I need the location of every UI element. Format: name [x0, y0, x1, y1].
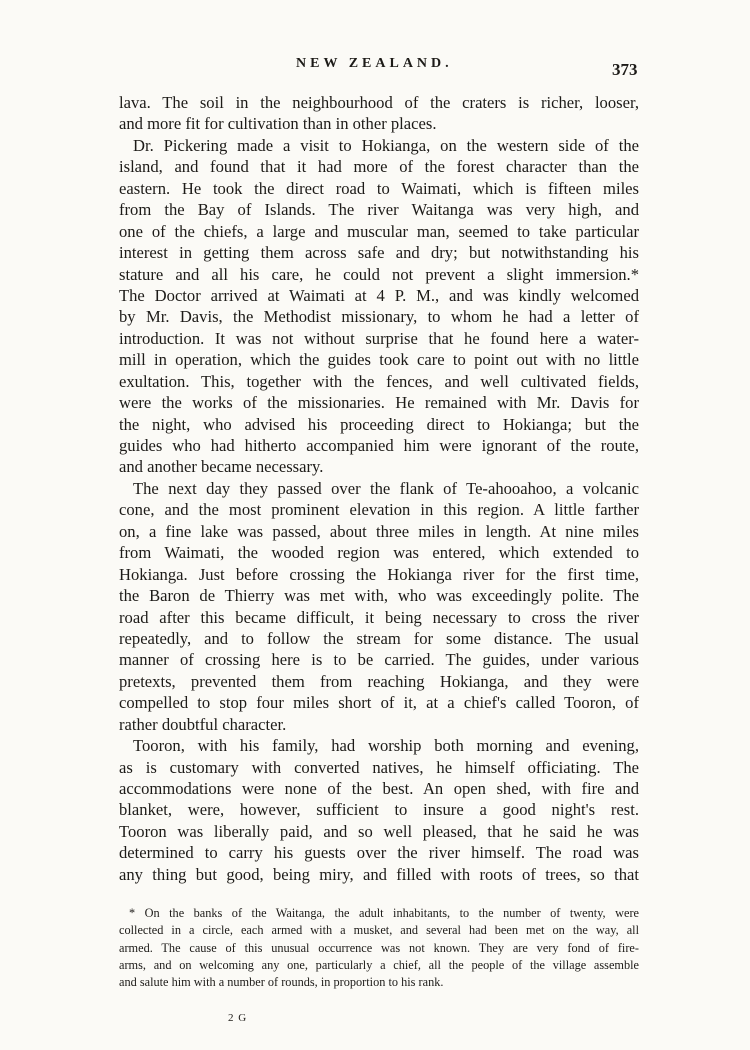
text-line: exultation. This, together with the fences, and well cultivated fields,: [119, 371, 639, 391]
text-line: The next day they passed over the flank of Te-ahooahoo, a volcanic: [133, 478, 639, 498]
text-line: interest in getting them across safe and dry; but notwithstanding his: [119, 243, 639, 263]
text-line: eastern. He took the direct road to Waimati, which is fifteen miles: [119, 178, 639, 198]
footnote-line: arms, and on welcoming any one, particularly a chief, all the people of the village assemble: [119, 957, 639, 972]
footnote: [119, 905, 639, 991]
text-line: introduction. It was not without surprise that he found here a water-: [119, 328, 639, 348]
text-line: repeatedly, and to follow the stream for some distance. The usual: [119, 628, 639, 648]
text-line: pretexts, prevented them from reaching Hokianga, and they were: [119, 671, 639, 691]
text-line: cone, and the most prominent elevation in this region. A little farther: [119, 500, 639, 520]
text-line: as is customary with converted natives, he himself officiating. The: [119, 757, 639, 777]
running-title: NEW ZEALAND.: [296, 56, 453, 71]
running-head: [0, 56, 750, 78]
page-number: 373: [612, 60, 638, 79]
signature-mark: 2 G: [228, 1012, 248, 1024]
text-line: lava. The soil in the neighbourhood of the craters is richer, looser,: [119, 93, 639, 112]
text-line: blanket, were, however, sufficient to insure a good night's rest.: [119, 800, 639, 820]
text-line: by Mr. Davis, the Methodist missionary, to whom he had a letter of: [119, 307, 639, 327]
text-line: one of the chiefs, a large and muscular man, seemed to take particular: [119, 221, 639, 241]
text-line: from the Bay of Islands. The river Waitanga was very high, and: [119, 200, 639, 220]
text-line: road after this became difficult, it being necessary to cross the river: [119, 607, 639, 627]
text-line: compelled to stop four miles short of it, at a chief's called Tooron, of: [119, 693, 639, 713]
footnote-line: and salute him with a number of rounds, in proportion to his rank.: [119, 975, 444, 990]
body-text: [119, 92, 639, 885]
text-line: stature and all his care, he could not prevent a slight immersion.*: [119, 264, 639, 284]
text-line: rather doubtful character.: [119, 714, 287, 734]
text-line: mill in operation, which the guides took care to point out with no little: [119, 350, 639, 370]
footnote-line: armed. The cause of this unusual occurrence was not known. They are very fond of fire-: [119, 940, 639, 955]
text-line: manner of crossing here is to be carried. The guides, under various: [119, 650, 639, 670]
text-line: any thing but good, being miry, and filled with roots of trees, so that: [119, 864, 639, 884]
text-line: and another became necessary.: [119, 457, 324, 477]
text-line: the night, who advised his proceeding direct to Hokianga; but the: [119, 414, 639, 434]
text-line: determined to carry his guests over the river himself. The road was: [119, 843, 639, 863]
text-line: accommodations were none of the best. An open shed, with fire and: [119, 779, 639, 798]
text-line: Tooron, with his family, had worship both morning and evening,: [133, 736, 639, 756]
text-line: and more fit for cultivation than in other places.: [119, 114, 437, 134]
text-line: guides who had hitherto accompanied him were ignorant of the route,: [119, 436, 639, 455]
text-line: on, a fine lake was passed, about three miles in length. At nine miles: [119, 521, 639, 541]
footnote-line: collected in a circle, each armed with a musket, and several had been met on the way, all: [119, 923, 639, 938]
footnote-line: * On the banks of the Waitanga, the adult inhabitants, to the number of twenty, were: [129, 906, 639, 920]
text-line: from Waimati, the wooded region was entered, which extended to: [119, 543, 639, 563]
text-line: Tooron was liberally paid, and so well pleased, that he said he was: [119, 821, 639, 841]
text-line: island, and found that it had more of the forest character than the: [119, 157, 639, 177]
text-line: Hokianga. Just before crossing the Hokianga river for the first time,: [119, 564, 639, 584]
text-line: The Doctor arrived at Waimati at 4 P. M., and was kindly welcomed: [119, 285, 639, 305]
text-line: the Baron de Thierry was met with, who was exceedingly polite. The: [119, 586, 639, 606]
text-line: were the works of the missionaries. He remained with Mr. Davis for: [119, 393, 639, 413]
text-line: Dr. Pickering made a visit to Hokianga, on the western side of the: [133, 135, 639, 155]
